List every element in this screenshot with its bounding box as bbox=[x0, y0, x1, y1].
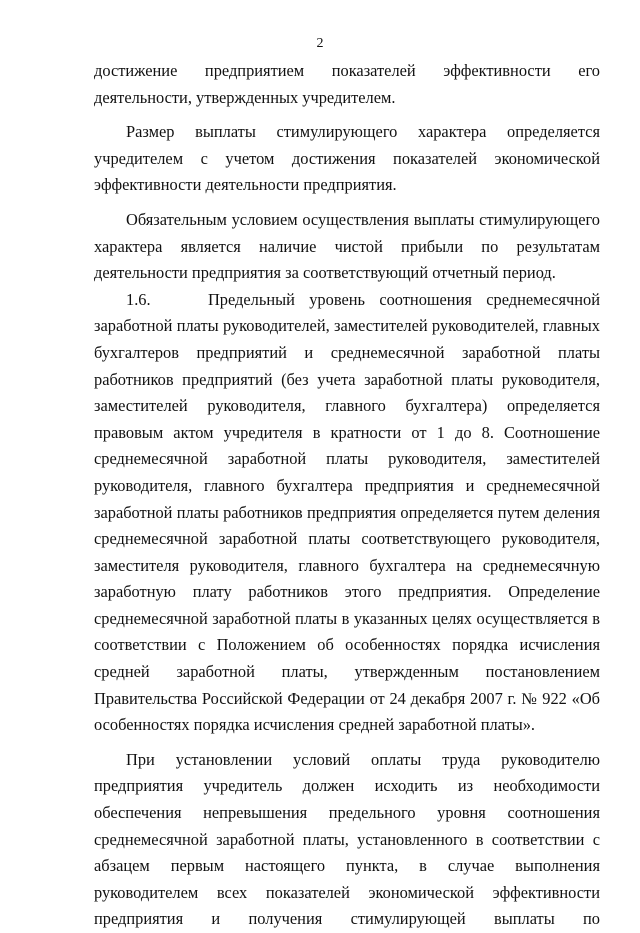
page-number: 2 bbox=[316, 36, 324, 51]
document-body bbox=[94, 58, 600, 933]
paragraph-performance-indicators: достижение предприятием показателей эффективности его деятельности, утвержденных учредителем. bbox=[94, 61, 600, 107]
paragraph-section-1-6: 1.6. Предельный уровень соотношения среднемесячной заработной платы руководителей, заместителей руководителей, главных бухгалтеров предприятий и среднемесячной заработной платы работников предприятий (без учета заработной платы руководителя, заместителей руководителя, главного бухгалтера) определяется правовым актом учредителя в кратности от 1 до 8. Соотношение среднемесячной заработной платы руководителя, заместителей руководителя, главного бухгалтера предприятия и среднемесячной заработной платы работников предприятия определяется путем деления среднемесячной заработной платы соответствующего руководителя, заместителя руководителя, главного бухгалтера на среднемесячную заработную плату работников этого предприятия. Определение среднемесячной заработной платы в указанных целях осуществляется в соответствии с Положением об особенностях порядка исчисления средней заработной платы, утвержденным постановлением Правительства Российской Федерации от 24 декабря 2007 г. № 922 «Об особенностях порядка исчисления средней заработной платы». bbox=[94, 289, 600, 735]
paragraph-payment-condition: Обязательным условием осуществления выплаты стимулирующего характера является наличие чистой прибыли по результатам деятельности предприятия за соответствующий отчетный период. bbox=[94, 209, 600, 283]
paragraph-remuneration-conditions: При установлении условий оплаты труда руководителю предприятия учредитель должен исходить из необходимости обеспечения непревышения предельного уровня соотношения среднемесячной заработной платы, установленного в соответствии с абзацем первым настоящего пункта, в случае выполнения руководителем всех показателей экономической эффективности предприятия и получения стимулирующей выплаты по bbox=[94, 749, 600, 929]
paragraph-incentive-payment-size: Размер выплаты стимулирующего характера определяется учредителем с учетом достижения показателей экономической эффективности деятельности предприятия. bbox=[94, 122, 600, 195]
